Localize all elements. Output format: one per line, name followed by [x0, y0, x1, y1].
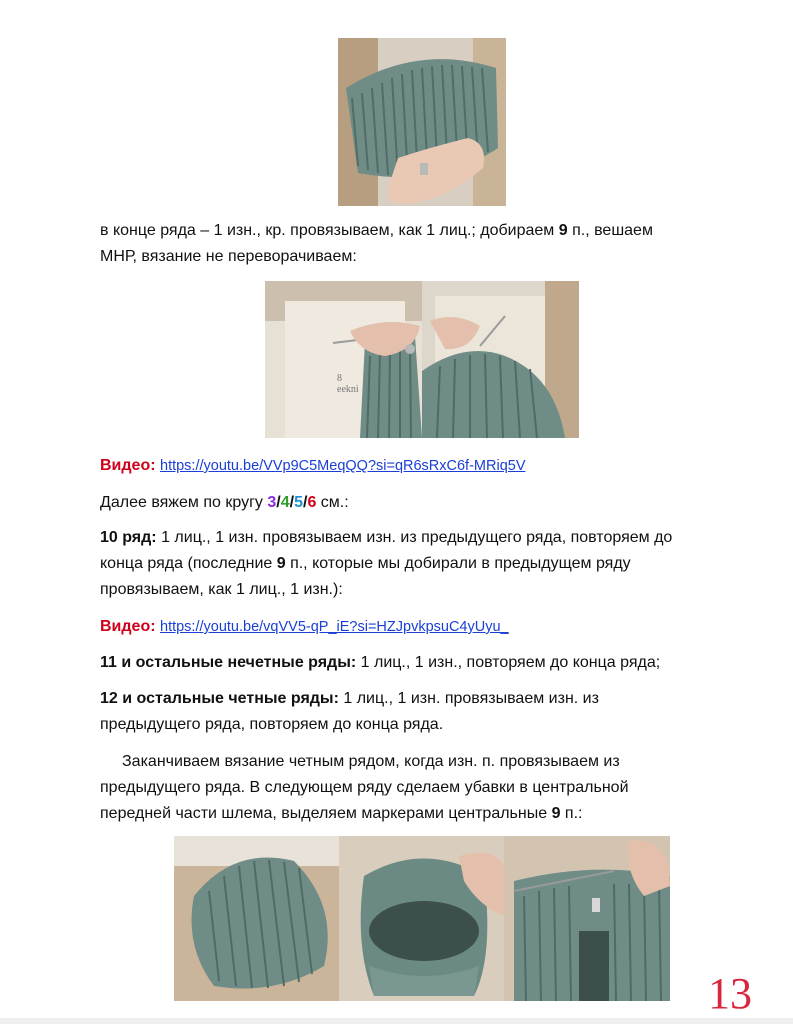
video-label: Видео: — [100, 457, 156, 474]
video-link[interactable]: https://youtu.be/VVp9C5MeqQQ?si=qR6sRxC6f-MRiq5V — [160, 458, 526, 474]
paragraph-line: в конце ряда – 1 изн., кр. провязываем, как 1 лиц.; добираем 9 п., вешаем — [100, 222, 653, 239]
video-link[interactable]: https://youtu.be/vqVV5-qP_iE?si=HZJpvkpsuC4yUyu_ — [160, 619, 509, 635]
row10-line: провязываем, как 1 лиц., 1 изн.): — [100, 581, 343, 598]
brand-logo-text: 8 eekni — [337, 373, 359, 395]
row12-line: предыдущего ряда, повторяем до конца ряда. — [100, 716, 444, 733]
paragraph-line: МНР, вязание не переворачиваем: — [100, 248, 357, 265]
knitting-photo-top — [338, 38, 506, 206]
video-link-line — [100, 453, 526, 479]
video-label: Видео: — [100, 618, 156, 635]
row10-line: 10 ряд: 1 лиц., 1 изн. провязываем изн. из предыдущего ряда, повторяем до — [100, 529, 673, 546]
row10-line: конца ряда (последние 9 п., которые мы добирали в предыдущем ряду — [100, 555, 631, 572]
row12-line: 12 и остальные четные ряды: 1 лиц., 1 изн. провязываем изн. из — [100, 690, 599, 707]
video-link-line — [100, 614, 509, 640]
knitting-photo-middle — [265, 281, 579, 438]
finish-line: Заканчиваем вязание четным рядом, когда изн. п. провязываем из — [122, 753, 620, 770]
page-number: 13 — [708, 969, 752, 1018]
circle-instruction: Далее вяжем по кругу 3/4/5/6 см.: — [100, 494, 349, 511]
page-bottom-divider — [0, 1018, 793, 1024]
finish-line: передней части шлема, выделяем маркерами центральные 9 п.: — [100, 805, 583, 822]
finish-line: предыдущего ряда. В следующем ряду сделаем убавки в центральной — [100, 779, 629, 796]
knitting-photo-bottom — [174, 836, 670, 1001]
row11-line: 11 и остальные нечетные ряды: 1 лиц., 1 изн., повторяем до конца ряда; — [100, 654, 661, 671]
